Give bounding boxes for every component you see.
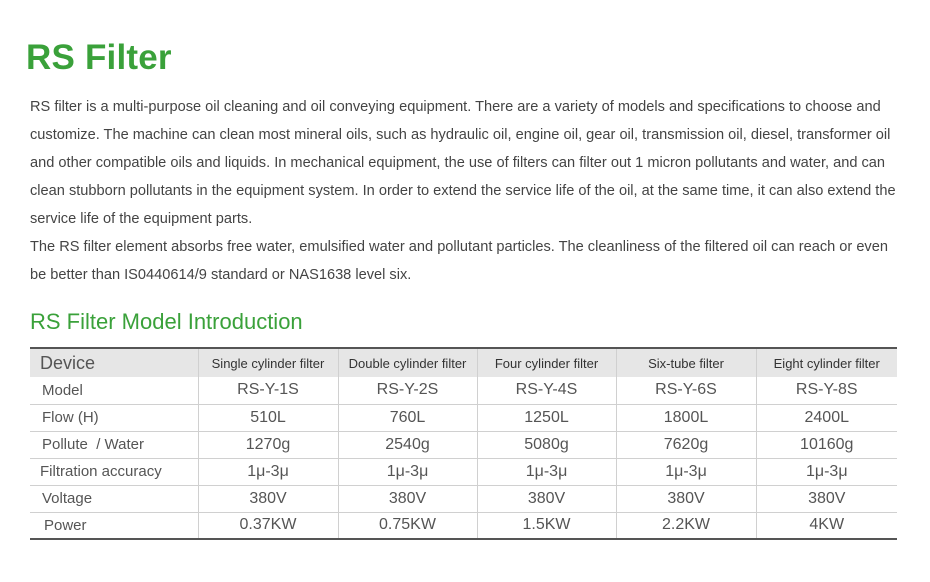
table-cell: RS-Y-6S bbox=[616, 377, 756, 404]
table-header-row bbox=[30, 348, 897, 377]
table-cell: 7620g bbox=[616, 431, 756, 458]
row-label: Model bbox=[42, 381, 83, 399]
table-row-power bbox=[30, 512, 897, 539]
table-cell: RS-Y-4S bbox=[477, 377, 616, 404]
table-cell: 1μ-3μ bbox=[616, 458, 756, 485]
table-cell: 380V bbox=[338, 485, 477, 512]
row-label: Voltage bbox=[42, 490, 93, 507]
table-row-model bbox=[30, 377, 897, 404]
page-title: RS Filter bbox=[26, 38, 172, 77]
table-cell: 1μ-3μ bbox=[756, 458, 897, 485]
table-cell: 1.5KW bbox=[477, 512, 616, 539]
description-paragraph-1: RS filter is a multi-purpose oil cleaning and oil conveying equipment. There are a variety of models and specifications to choose and customize. The machine can clean most mineral oils, such as hydraulic oil, engine oil, gear oil, transmission oil, diesel, transformer oil and other compatible oils and liquids. In mechanical equipment, the use of filters can filter out 1 micron pollutants and water, and can clean stubborn pollutants in the equipment system. In order to extend the service life of the oil, at the same time, it can also extend the service life of the equipment parts. bbox=[30, 99, 896, 227]
table-cell: 4KW bbox=[756, 512, 897, 539]
table-cell: RS-Y-1S bbox=[198, 377, 338, 404]
table-cell: 1μ-3μ bbox=[477, 458, 616, 485]
table-cell: 760L bbox=[338, 404, 477, 431]
table-cell: 10160g bbox=[756, 431, 897, 458]
header-single-cylinder: Single cylinder filter bbox=[198, 348, 338, 377]
row-label: Filtration accuracy bbox=[40, 463, 162, 480]
table-row-flow bbox=[30, 404, 897, 431]
table-cell: 0.37KW bbox=[198, 512, 338, 539]
header-six-tube: Six-tube filter bbox=[616, 348, 756, 377]
table-cell: RS-Y-8S bbox=[756, 377, 897, 404]
table-cell: 2.2KW bbox=[616, 512, 756, 539]
row-label: Pollute / Water bbox=[42, 436, 144, 453]
spec-table bbox=[30, 347, 897, 540]
table-cell: 1250L bbox=[477, 404, 616, 431]
table-cell: 1800L bbox=[616, 404, 756, 431]
table-cell: 2400L bbox=[756, 404, 897, 431]
header-eight-cylinder: Eight cylinder filter bbox=[756, 348, 897, 377]
header-double-cylinder: Double cylinder filter bbox=[338, 348, 477, 377]
table-cell: 380V bbox=[756, 485, 897, 512]
table-cell: 380V bbox=[616, 485, 756, 512]
table-row-voltage bbox=[30, 485, 897, 512]
section-title: RS Filter Model Introduction bbox=[30, 309, 303, 334]
table-cell: 5080g bbox=[477, 431, 616, 458]
table-cell: 1270g bbox=[198, 431, 338, 458]
table-cell: 1μ-3μ bbox=[198, 458, 338, 485]
table-cell: 510L bbox=[198, 404, 338, 431]
table-row-pollute-water bbox=[30, 431, 897, 458]
table-row-filtration-accuracy bbox=[30, 458, 897, 485]
table-cell: 380V bbox=[198, 485, 338, 512]
header-four-cylinder: Four cylinder filter bbox=[477, 348, 616, 377]
row-label: Flow (H) bbox=[42, 409, 99, 426]
table-cell: 380V bbox=[477, 485, 616, 512]
description-paragraph-2: The RS filter element absorbs free water, emulsified water and pollutant particles. The cleanliness of the filtered oil can reach or even be better than IS0440614/9 standard or NAS1638 level six. bbox=[30, 239, 888, 283]
table-cell: 1μ-3μ bbox=[338, 458, 477, 485]
table-cell: RS-Y-2S bbox=[338, 377, 477, 404]
table-cell: 2540g bbox=[338, 431, 477, 458]
description bbox=[30, 93, 900, 289]
table-cell: 0.75KW bbox=[338, 512, 477, 539]
row-label: Power bbox=[44, 516, 87, 534]
header-device: Device bbox=[40, 352, 96, 373]
